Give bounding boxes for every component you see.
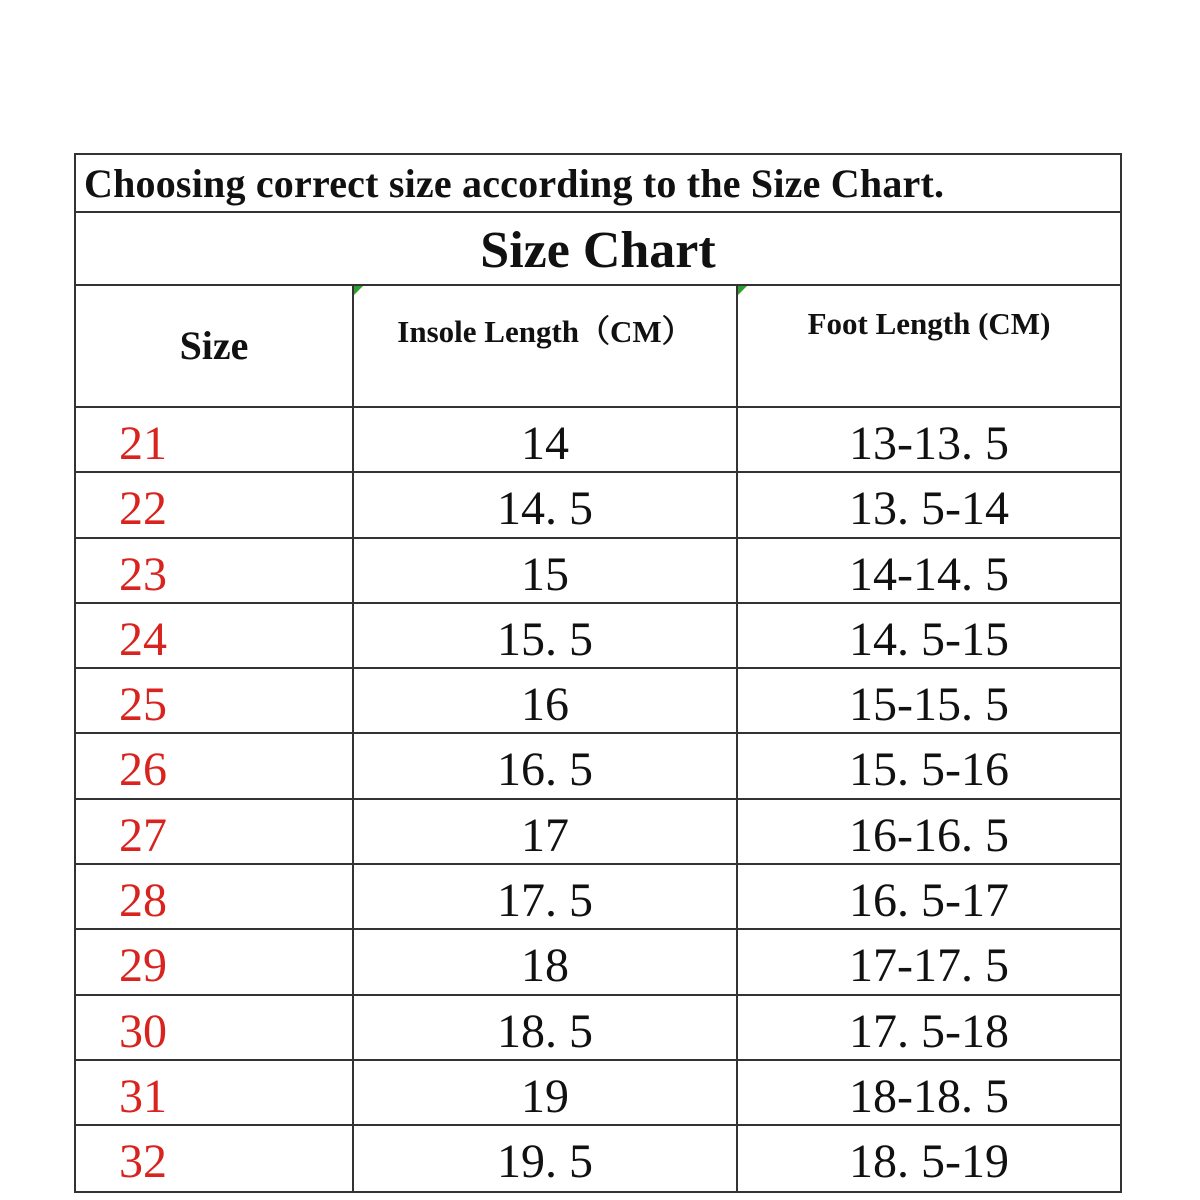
table-title: Size Chart: [76, 213, 1120, 286]
size-value: 21: [119, 417, 167, 470]
table-row: [76, 669, 1120, 734]
insole-length-cell: 19. 5: [354, 1126, 738, 1191]
table-row: [76, 408, 1120, 473]
foot-length-cell: 13-13. 5: [849, 417, 1009, 470]
size-cell: [76, 996, 354, 1059]
foot-length-cell: 14. 5-15: [849, 612, 1009, 666]
size-value: 27: [119, 808, 167, 862]
insole-length-cell: 16. 5: [354, 734, 738, 797]
size-cell: [76, 734, 354, 797]
foot-length-cell: 14-14. 5: [849, 547, 1009, 601]
foot-length-cell: 18. 5-19: [849, 1135, 1009, 1189]
foot-length-cell: 15. 5-16: [849, 743, 1009, 797]
header-foot-label: Foot Length (CM): [807, 306, 1051, 341]
size-cell: [76, 800, 354, 863]
size-cell: [76, 473, 354, 536]
insole-length-cell: 15. 5: [354, 604, 738, 667]
insole-length-cell: 15: [354, 539, 738, 602]
header-size-label: Size: [179, 323, 249, 368]
cell-marker-icon: [354, 286, 363, 295]
table-body: [76, 408, 1120, 1192]
foot-length-cell: 13. 5-14: [849, 482, 1009, 536]
size-value: 31: [119, 1069, 167, 1123]
insole-length-cell: 14: [354, 408, 738, 471]
table-row: [76, 1061, 1120, 1126]
header-cell-size: [76, 286, 354, 406]
size-cell: [76, 669, 354, 732]
size-value: 23: [119, 547, 167, 601]
size-cell: [76, 1126, 354, 1191]
size-value: 22: [119, 482, 167, 536]
size-value: 28: [119, 874, 167, 928]
size-cell: [76, 930, 354, 993]
size-value: 25: [119, 678, 167, 732]
foot-length-cell: 18-18. 5: [849, 1069, 1009, 1123]
size-cell: [76, 539, 354, 602]
size-cell: [76, 865, 354, 928]
insole-length-cell: 17: [354, 800, 738, 863]
size-value: 26: [119, 743, 167, 797]
foot-length-cell: 16-16. 5: [849, 808, 1009, 862]
cell-marker-icon: [738, 286, 747, 295]
size-value: 24: [119, 612, 167, 666]
table-row: [76, 734, 1120, 799]
size-cell: [76, 604, 354, 667]
size-value: 29: [119, 939, 167, 993]
size-value: 30: [119, 1004, 167, 1058]
header-row: [76, 286, 1120, 408]
table-row: [76, 539, 1120, 604]
insole-length-cell: 18. 5: [354, 996, 738, 1059]
size-cell: [76, 408, 354, 471]
size-notice: Choosing correct size according to the Size Chart.: [76, 155, 1120, 213]
table-row: [76, 1126, 1120, 1191]
table-row: [76, 996, 1120, 1061]
foot-length-cell: 17. 5-18: [849, 1004, 1009, 1058]
foot-length-cell: 17-17. 5: [849, 939, 1009, 993]
table-row: [76, 930, 1120, 995]
insole-length-cell: 19: [354, 1061, 738, 1124]
table-row: [76, 604, 1120, 669]
foot-length-cell: 16. 5-17: [849, 874, 1009, 928]
foot-length-cell: 15-15. 5: [849, 678, 1009, 732]
insole-length-cell: 18: [354, 930, 738, 993]
table-row: [76, 865, 1120, 930]
table-row: [76, 473, 1120, 538]
insole-length-cell: 14. 5: [354, 473, 738, 536]
header-cell-insole: [354, 286, 738, 406]
size-value: 32: [119, 1135, 167, 1189]
insole-length-cell: 17. 5: [354, 865, 738, 928]
size-cell: [76, 1061, 354, 1124]
header-insole-label: Insole Length（CM）: [397, 314, 693, 349]
header-cell-foot: [738, 286, 1120, 406]
insole-length-cell: 16: [354, 669, 738, 732]
table-row: [76, 800, 1120, 865]
size-chart-table: [74, 153, 1122, 1193]
